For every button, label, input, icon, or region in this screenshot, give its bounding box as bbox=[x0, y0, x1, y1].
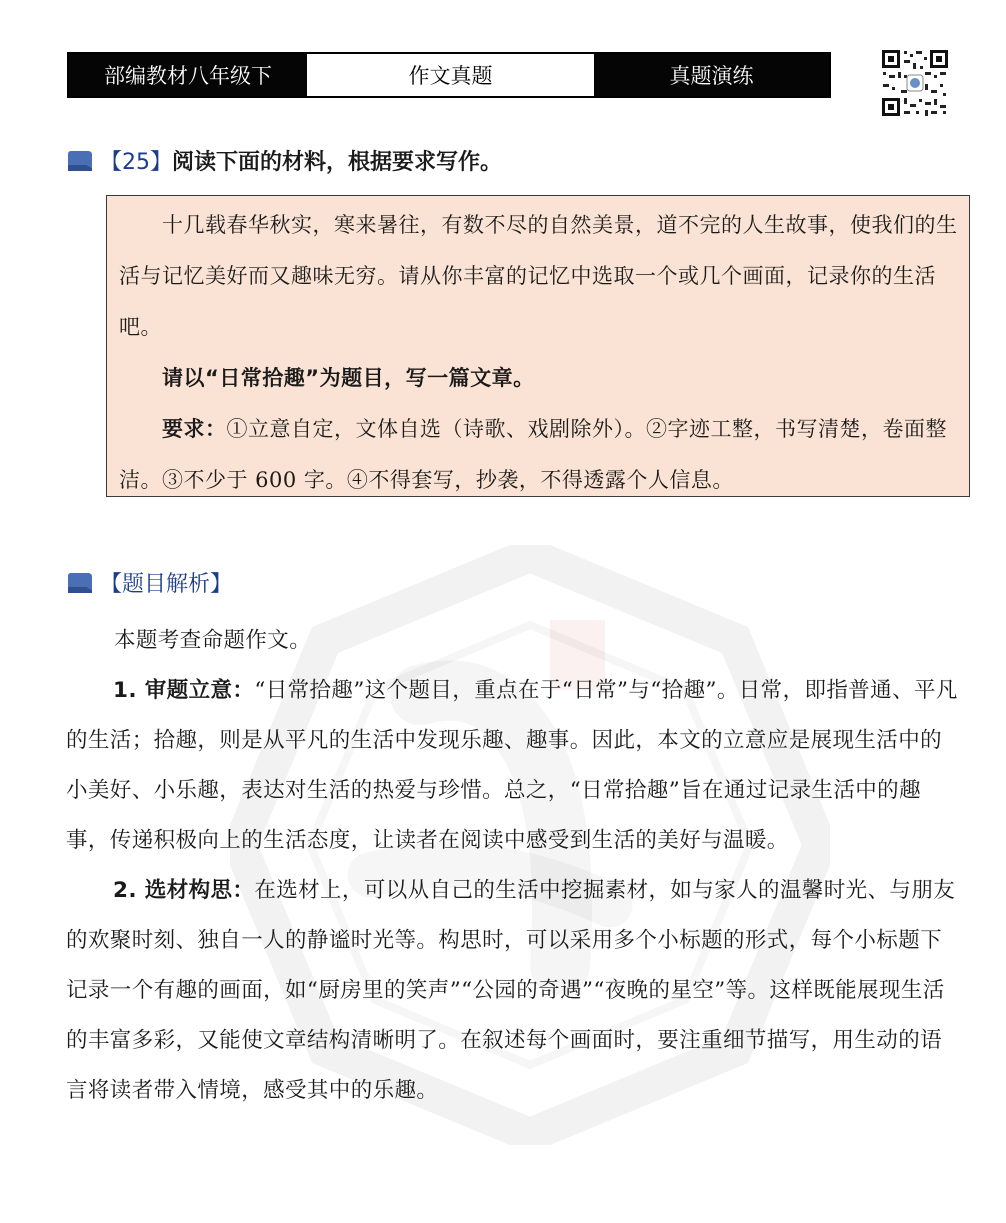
qr-code-image bbox=[880, 48, 950, 118]
point-1-label: 1. 审题立意： bbox=[113, 678, 255, 703]
analysis-point-2 bbox=[66, 866, 960, 1116]
point-2-label: 2. 选材构思： bbox=[113, 878, 255, 903]
header-category-cell: 作文真题 bbox=[307, 54, 594, 96]
analysis-intro: 本题考查命题作文。 bbox=[114, 628, 312, 653]
analysis-title: 【题目解析】 bbox=[100, 572, 233, 597]
analysis-body bbox=[66, 616, 960, 1116]
requirements-paragraph bbox=[119, 404, 959, 506]
point-2-text: 在选材上，可以从自己的生活中挖掘素材，如与家人的温馨时光、与朋友的欢聚时刻、独自一人的静谧时光等。构思时，可以采用多个小标题的形式，每个小标题下记录一个有趣的画面，如“厨房里的笑声”“公园的奇遇”“夜晚的星空”等。这样既能展现生活的丰富多彩，又能使文章结构清晰明了。在叙述每个画面时，要注重细节描写，用生动的语言将读者带入情境，感受其中的乐趣。 bbox=[66, 878, 956, 1103]
analysis-heading bbox=[66, 567, 232, 598]
header-grade-cell: 部编教材八年级下 bbox=[69, 54, 307, 96]
question-title: 阅读下面的材料，根据要求写作。 bbox=[172, 150, 503, 175]
material-paragraph: 十几载春华秋实，寒来暑往，有数不尽的自然美景，道不完的人生故事，使我们的生活与记忆美好而又趣味无穷。请从你丰富的记忆中选取一个或几个画面，记录你的生活吧。 bbox=[119, 213, 958, 339]
requirements-text: ①立意自定，文体自选（诗歌、戏剧除外）。②字迹工整，书写清楚，卷面整洁。③不少于 600 字。④不得套写，抄袭，不得透露个人信息。 bbox=[119, 417, 947, 492]
point-1-text: “日常拾趣”这个题目，重点在于“日常”与“拾趣”。日常，即指普通、平凡的生活；拾趣，则是从平凡的生活中发现乐趣、趣事。因此，本文的立意应是展现生活中的小美好、小乐趣，表达对生活的热爱与珍惜。总之，“日常拾趣”旨在通过记录生活中的趣事，传递积极向上的生活态度，让读者在阅读中感受到生活的美好与温暖。 bbox=[66, 678, 958, 853]
header-bar bbox=[67, 52, 831, 98]
question-number: 【25】 bbox=[100, 150, 172, 175]
analysis-point-1 bbox=[66, 666, 960, 866]
requirements-label: 要求： bbox=[162, 417, 227, 441]
question-heading bbox=[66, 145, 502, 176]
header-practice-cell: 真题演练 bbox=[594, 54, 829, 96]
bookmark-icon bbox=[66, 572, 94, 594]
writing-prompt: 请以“日常拾趣”为题目，写一篇文章。 bbox=[162, 366, 535, 390]
bookmark-icon bbox=[66, 150, 94, 172]
material-box bbox=[106, 195, 970, 497]
